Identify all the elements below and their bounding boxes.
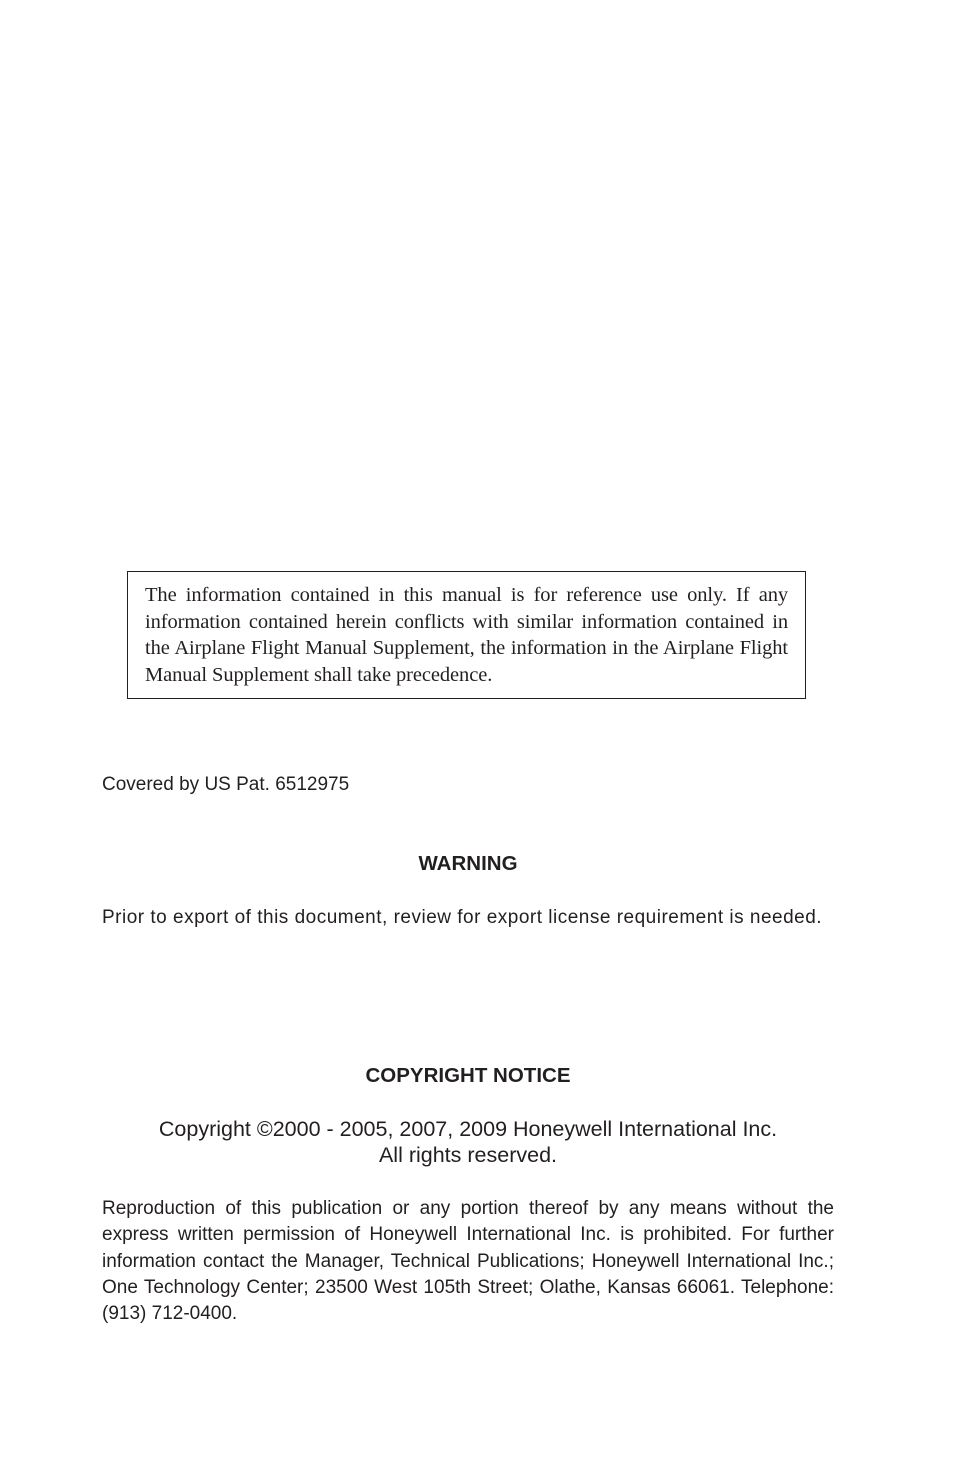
copyright-statement	[102, 1116, 834, 1168]
warning-text: Prior to export of this document, review for export license requirement is needed.	[102, 907, 823, 928]
warning-heading: WARNING	[418, 852, 518, 875]
reference-notice-box	[127, 571, 806, 699]
copyright-heading: COPYRIGHT NOTICE	[365, 1064, 571, 1087]
patent-notice: Covered by US Pat. 6512975	[102, 774, 350, 795]
reference-notice-text: The information contained in this manual is for reference use only. If any information contained herein conflicts with similar information contained in the Airplane Flight Manual Supplement, the information in the Airplane Flight Manual Supplement shall take precedence.	[145, 584, 788, 687]
rights-reserved-line: All rights reserved.	[378, 1143, 558, 1167]
copyright-line: Copyright ©2000 - 2005, 2007, 2009 Honeywell International Inc.	[158, 1117, 778, 1141]
reproduction-notice: Reproduction of this publication or any portion thereof by any means without the express written permission of Honeywell International Inc. is prohibited. For further information contact the Manager, Technical Publications; Honeywell International Inc.; One Technology Center; 23500 West 105th Street; Olathe, Kansas 66061. Telephone: (913) 712-0400.	[102, 1198, 834, 1325]
